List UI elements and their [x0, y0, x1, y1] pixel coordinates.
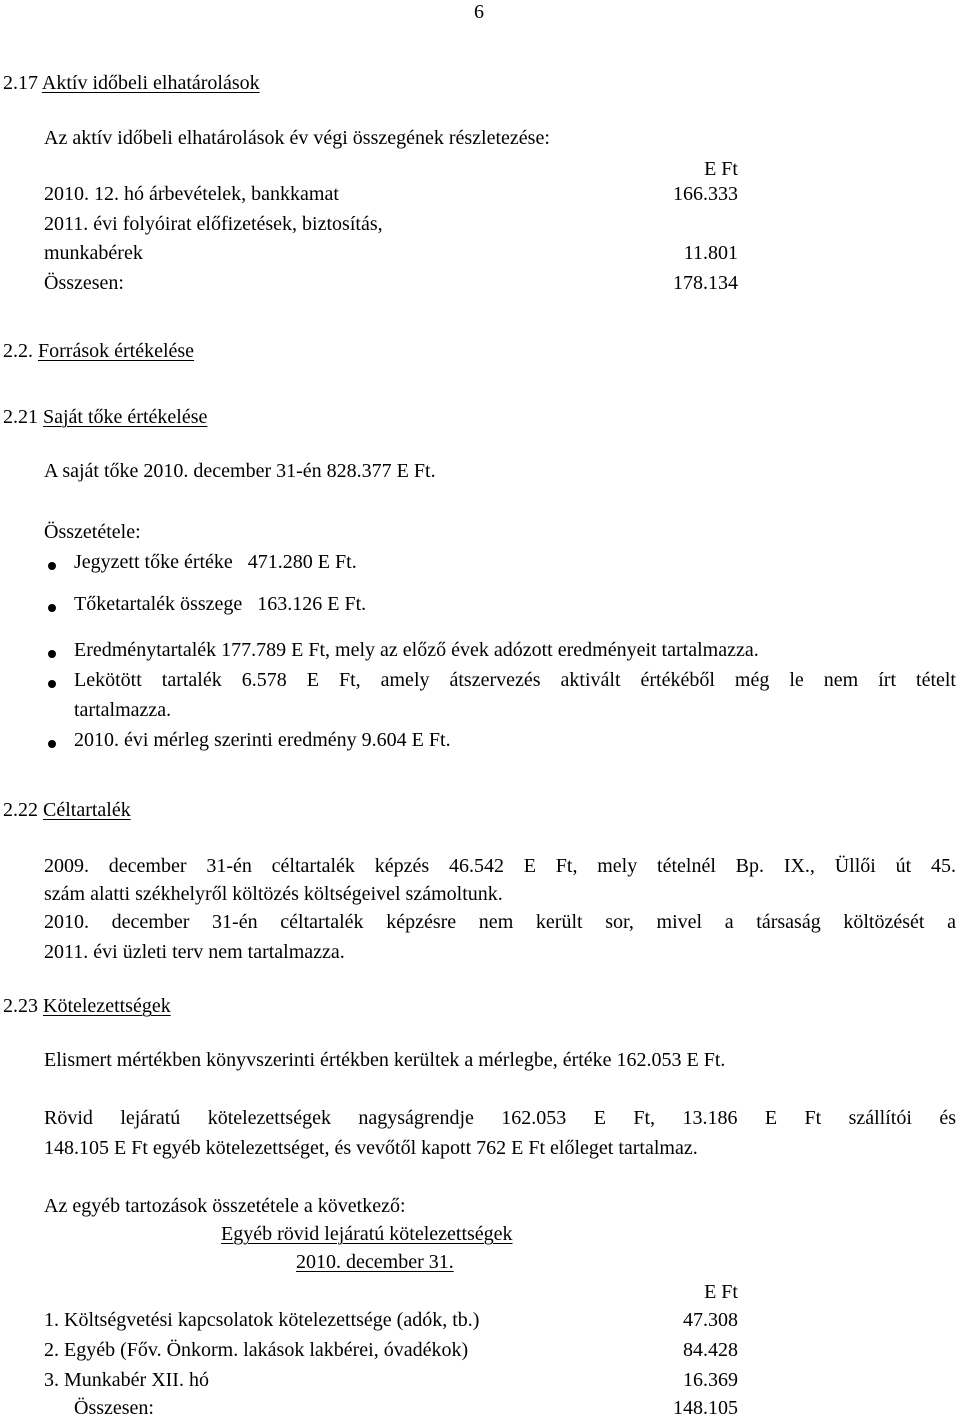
accrual-row-value: 166.333 [673, 183, 738, 205]
accruals-intro: Az aktív időbeli elhatárolások év végi összegének részletezése: [44, 127, 550, 149]
bullet-icon [48, 740, 56, 748]
accrual-row-label: 2011. évi folyóirat előfizetések, biztosítás, [44, 213, 383, 235]
unit-label: E Ft [704, 158, 738, 180]
section-title: Céltartalék [43, 799, 131, 821]
equity-item: Lekötött tartalék 6.578 E Ft, amely átszervezés aktivált értékéből még le nem írt tételt [74, 669, 956, 691]
accrual-row-value: 11.801 [683, 242, 738, 264]
section-2-17-heading [3, 71, 260, 95]
section-number: 2.2. [3, 340, 33, 362]
section-title: Aktív időbeli elhatárolások [41, 72, 260, 94]
provision-text-line: 2010. december 31-én céltartalék képzésre nem került sor, mivel a társaság költözését a [44, 911, 956, 933]
equity-item: Eredménytartalék 177.789 E Ft, mely az előző évek adózott eredményeit tartalmazza. [74, 639, 759, 661]
section-number: 2.17 [3, 72, 38, 94]
section-title: Források értékelése [38, 340, 195, 362]
section-2-23-heading [3, 994, 171, 1018]
bullet-icon [48, 604, 56, 612]
section-number: 2.21 [3, 406, 38, 428]
table-row-value: 16.369 [683, 1369, 738, 1391]
table-row-label: 1. Költségvetési kapcsolatok kötelezettsége (adók, tb.) [44, 1309, 480, 1331]
provision-text-line: 2011. évi üzleti terv nem tartalmazza. [44, 941, 345, 963]
accrual-total-value: 178.134 [673, 272, 738, 294]
section-title: Kötelezettségek [43, 995, 171, 1017]
bullet-icon [48, 650, 56, 658]
equity-item: Jegyzett tőke értéke 471.280 E Ft. [74, 551, 357, 573]
liabilities-paragraph: Rövid lejáratú kötelezettségek nagyságrendje 162.053 E Ft, 13.186 E Ft szállítói és [44, 1107, 956, 1129]
table-unit: E Ft [704, 1281, 738, 1303]
section-2-21-heading [3, 405, 207, 429]
table-title: Egyéb rövid lejáratú kötelezettségek [221, 1223, 513, 1245]
bullet-icon [48, 562, 56, 570]
composition-label: Összetétele: [44, 521, 141, 543]
section-number: 2.22 [3, 799, 38, 821]
table-row-value: 47.308 [683, 1309, 738, 1331]
equity-summary: A saját tőke 2010. december 31-én 828.377 E Ft. [44, 460, 436, 482]
bullet-icon [48, 680, 56, 688]
equity-item-continuation: tartalmazza. [74, 699, 172, 721]
page-number: 6 [474, 1, 484, 23]
accrual-row-label: munkabérek [44, 242, 143, 264]
liabilities-paragraph: Elismert mértékben könyvszerinti értékben kerültek a mérlegbe, értéke 162.053 E Ft. [44, 1049, 726, 1071]
table-row-label: 2. Egyéb (Főv. Önkorm. lakások lakbérei, óvadékok) [44, 1339, 469, 1361]
table-total-label: Összesen: [74, 1397, 154, 1419]
section-2-2-heading [3, 339, 194, 363]
accrual-total-label: Összesen: [44, 272, 124, 294]
section-2-22-heading [3, 798, 131, 822]
other-debts-intro: Az egyéb tartozások összetétele a következő: [44, 1195, 406, 1217]
provision-text-line: szám alatti székhelyről költözés költségeivel számoltunk. [44, 883, 503, 905]
table-row-label: 3. Munkabér XII. hó [44, 1369, 209, 1391]
provision-text-line: 2009. december 31-én céltartalék képzés 46.542 E Ft, mely tételnél Bp. IX., Üllői út 45. [44, 855, 956, 877]
table-date: 2010. december 31. [296, 1251, 454, 1273]
section-number: 2.23 [3, 995, 38, 1017]
table-total-value: 148.105 [673, 1397, 738, 1419]
equity-item: Tőketartalék összege 163.126 E Ft. [74, 593, 367, 615]
section-title: Saját tőke értékelése [43, 406, 208, 428]
liabilities-paragraph: 148.105 E Ft egyéb kötelezettséget, és vevőtől kapott 762 E Ft előleget tartalmaz. [44, 1137, 698, 1159]
equity-item: 2010. évi mérleg szerinti eredmény 9.604 E Ft. [74, 729, 451, 751]
table-row-value: 84.428 [683, 1339, 738, 1361]
accrual-row-label: 2010. 12. hó árbevételek, bankkamat [44, 183, 339, 205]
